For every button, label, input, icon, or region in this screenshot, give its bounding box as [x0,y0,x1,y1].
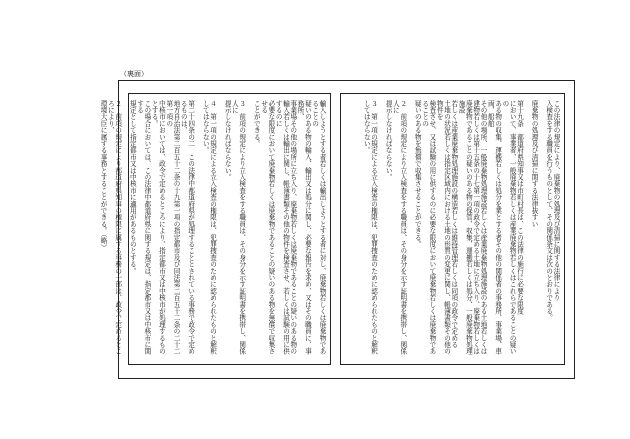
back-side-label: （裏面） [120,70,148,78]
left-page-text: 輸入しようとする者若しくは輸出しようとする者に対し、廃棄物若しくは廃棄物であることの 疑いのある物の輸入、輸出又は処分に関し、必要な報告を求め、又はその職員に、事務所、 事業場その他の場所に立ち入り、廃棄物若しくは廃棄物であることの疑いのある物の 輸入若しくは輸出に関し、帳簿書類その他の物件を検査させ、若しくは試験の用に供するのに 必要な限度において廃棄物若しくは廃棄物であることの疑いのある物を無償で収集させる ことができる。 ３ 前項の規定により立入検査をする職員は、その身分を示す証明書を携帯し、関係人に 提示しなければならない。 ４ 第一項の規定による立入検査の権限は、犯罪捜査のために認められたものと解釈してはならない。 第二十四条の二 この法律中都道府県が処理することとされている事務で政令で定めるものは、 地方自治法第二百五十二条の十九第一項の指定都市及び同法第二百五十二条の二十二第一項の 中核市においては、政令で定めるところにより、指定都市又は中核市が処理するものとする。 この場合においては、この法律中都道府県に関する規定は、指定都市又は中核市に関する 規定として指定都市又は中核市に適用があるものとする。 ２ 前項の規定により都道府県知事の権限に属する事務の一部は、政令で定めるところにより、 環境大臣に属する事務とすることができる。（略） [99,100,326,355]
right-page-text: この法律の規定により、廃棄物の処理及び清掃に関する法律により 入検査をする職員を行うものとして、その関係条文は次のとおりである。 廃棄物の処理及び清掃に関する法律抜すい 第十九条 都道府県知事又は市町村長は、この法律の施行に必要な限度 において、事業者、一般廃棄物若しくは産業廃棄物若しくはこれらであることの疑いの ある物の収集、運搬若しくは処分を業とする者その他の関係者の事務所、事業場、車両、船舶 その他の場所、一般廃棄物処理施設若しくは産業廃棄物処理施設のある土地若しくは 建物若しくは第十五条の十七第一項の政令で定める土地に立ち入り、廃棄物若しくは 廃棄物であることの疑いのある物の保管、収集、運搬若しくは処分、一般廃棄物処理施設 若しくは産業廃棄物処理施設の構造若しくは維持管理若しくは同項の政令で定める 土地の状況若しくは指定区域内における土地の形質の変更に関し、帳簿書類その他の物件を 検査させ、又は試験の用に供するのに必要な限度において廃棄物若しくは廃棄物であることの 疑いのある物を無償で収集させることができる。 ２ 前項の規定により立入検査をする職員は、その身分を示す証明書を携帯し、関係人に 提示しなければならない。 ３ 第一項の規定による立入検査の権限は、犯罪捜査のために認められたものと解釈してはならない。 [362,100,560,355]
right-page-box [340,93,565,365]
left-page-box [99,93,331,365]
